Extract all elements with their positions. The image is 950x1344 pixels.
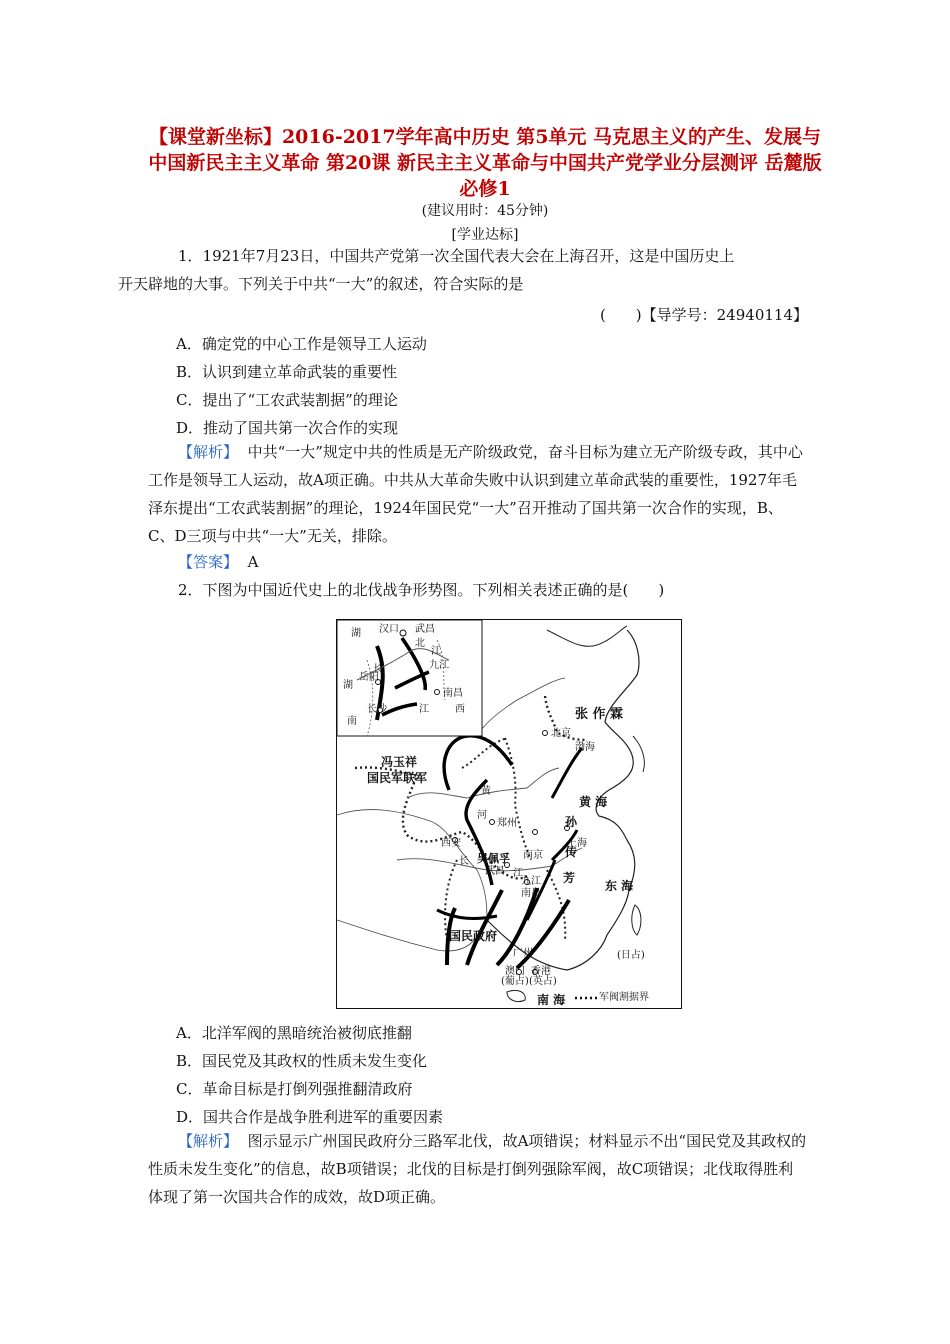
label-fengyuxiang: 冯玉祥 [381, 755, 418, 769]
q1-analysis [148, 438, 808, 550]
q2-option-b: B．国民党及其政权的性质未发生变化 [176, 1052, 428, 1070]
q1-option-d: D．推动了国共第一次合作的实现 [176, 419, 399, 437]
label-jiang: 江 [513, 868, 523, 879]
inset-label-hunan-1: 湖 [343, 680, 353, 691]
inset-label-nanchang: 南昌 [443, 688, 463, 699]
label-zhengzhou: 郑州 [497, 818, 517, 829]
inset-label-hankou: 汉口 [379, 624, 399, 635]
label-nanjing: 南京 [523, 850, 543, 861]
document-title: 【课堂新坐标】2016-2017学年高中历史 第5单元 马克思主义的产生、发展与中国新民主主义革命 第20课 新民主主义革命与中国共产党学业分层测评 岳麓版必修1 [148, 126, 822, 200]
time-note: (建议用时：45分钟) [421, 203, 549, 219]
inset-label-changjiang: 长 [373, 664, 383, 675]
label-nanhai: 南 海 [537, 993, 566, 1007]
inset-label-jiang: 江 [431, 646, 441, 657]
inset-label-jiangxi-2: 西 [455, 704, 465, 715]
inset-label-jiangxi-1: 江 [419, 704, 429, 715]
q2-option-c: C．革命目标是打倒列强推翻清政府 [176, 1080, 413, 1098]
q1-answer [148, 548, 808, 576]
label-fang: 芳 [563, 871, 576, 885]
label-zhangzuolin: 张 作 霖 [575, 707, 624, 722]
label-riben: (日占) [617, 950, 645, 961]
inset-label-hubei-2: 北 [415, 638, 425, 649]
q1-stem-line1: 1．1921年7月23日，中国共产党第一次全国代表大会在上海召开，这是中国历史上 [178, 247, 735, 265]
q1-answer-tag: 【答案】 [178, 553, 239, 571]
label-huang: 黄 [481, 786, 491, 797]
legend-label: 军阀割据界 [599, 992, 649, 1003]
inset-label-changsha: 长沙 [367, 704, 387, 715]
inset-label-hubei-1: 湖 [351, 628, 361, 639]
label-shanghai: 上海 [567, 838, 587, 849]
q1-stem [118, 242, 808, 298]
label-chuan: 传 [565, 845, 578, 859]
q2-analysis-text: 图示显示广州国民政府分三路军北伐，故A项错误；材料显示不出“国民党及其政权的性质未发生变化”的信息，故B项错误；北伐的目标是打倒列强除军阀，故C项错误；北伐取得胜利体现了第一次国共合作的成效，故D项正确。 [148, 1132, 807, 1206]
label-chang: 长 [459, 856, 469, 867]
label-xianggang-note: (英占) [529, 976, 557, 987]
q1-ref: ( )【导学号：24940114】 [599, 306, 808, 324]
label-bohai: 渤海 [575, 742, 595, 753]
label-wupeifu: 吴佩孚 [477, 852, 510, 865]
q2-analysis-tag: 【解析】 [178, 1132, 239, 1150]
q1-option-c: C．提出了“工农武装割据”的理论 [176, 391, 398, 409]
label-aomen: 澳门 [505, 966, 525, 977]
label-guominjun: 国民军联军 [367, 771, 428, 785]
q2-option-a: A．北洋军阀的黑暗统治被彻底推翻 [176, 1024, 412, 1042]
label-aomen-note: (葡占) [501, 976, 529, 987]
q2-analysis [148, 1127, 808, 1211]
label-sun: 孙 [565, 815, 578, 829]
q1-answer-text: A [247, 553, 259, 571]
label-beijing: 北京 [551, 728, 571, 739]
inset-label-jiujiang: 九江 [429, 660, 449, 671]
label-nanchang: 南昌 [521, 888, 541, 899]
label-guangzhou: 广州 [513, 948, 533, 959]
q1-analysis-tag: 【解析】 [178, 443, 239, 461]
q2-option-d: D．国共合作是战争胜利进军的重要因素 [176, 1108, 444, 1126]
inset-label-yueyang: 岳阳 [359, 672, 379, 683]
q1-stem-line2: 开天辟地的大事。下列关于中共“一大”的叙述，符合实际的是 [118, 275, 524, 293]
label-he: 河 [477, 810, 487, 821]
label-xianggang: 香港 [531, 966, 551, 977]
label-donghai: 东 海 [605, 879, 634, 893]
label-huanghai: 黄 海 [579, 795, 608, 809]
label-guominzhengfu: 国民政府 [449, 929, 498, 943]
q1-option-b: B．认识到建立革命武装的重要性 [176, 363, 398, 381]
label-jiujiang: 九江 [521, 876, 541, 887]
section-heading: [学业达标] [451, 227, 519, 243]
northern-expedition-map [336, 619, 682, 1009]
q2-stem: 2．下图为中国近代史上的北伐战争形势图。下列相关表述正确的是( ) [178, 581, 665, 599]
inset-label-hunan-2: 南 [347, 716, 357, 727]
q1-analysis-text: 中共“一大”规定中共的性质是无产阶级政党，奋斗目标为建立无产阶级专政，其中心工作是领导工人运动，故A项正确。中共从大革命失败中认识到建立革命武装的重要性，1927年毛泽东提出“工农武装割据”的理论，1924年国民党“一大”召开推动了国共第一次合作的实现，B、C、D三项与中共“一大”无关，排除。 [148, 443, 803, 545]
label-wuchang: 武昌 [485, 866, 505, 877]
q1-option-a: A．确定党的中心工作是领导工人运动 [176, 335, 427, 353]
label-xian: 西安 [441, 838, 461, 849]
inset-label-wuchang: 武昌 [415, 624, 435, 635]
